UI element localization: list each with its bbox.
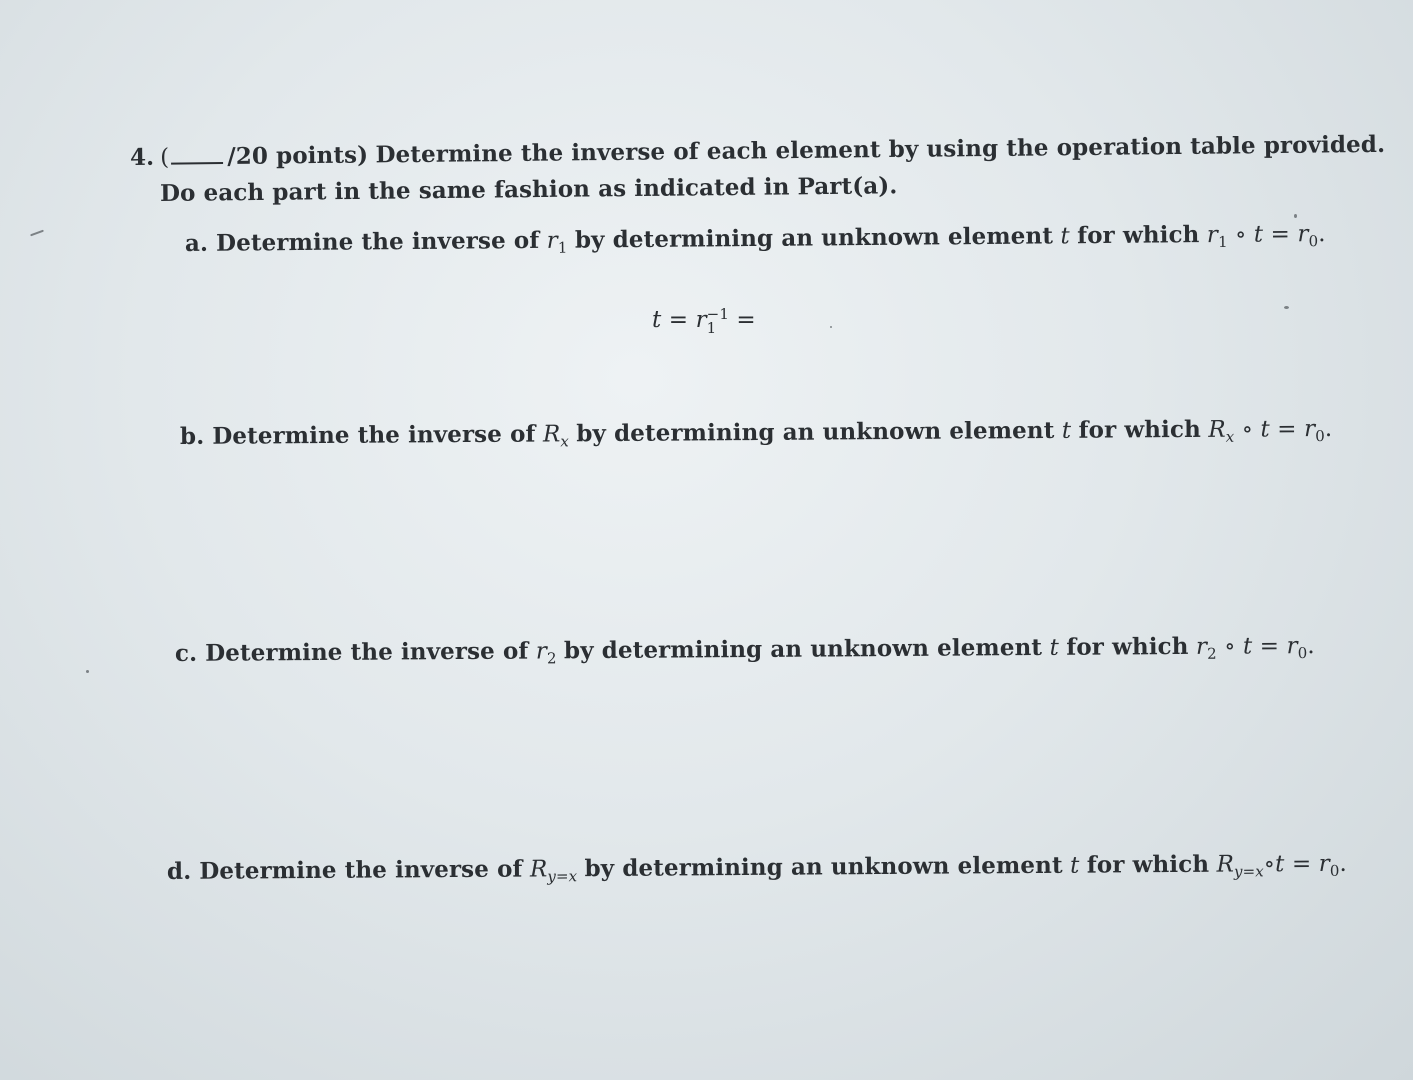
part-d-equals: = [1291,851,1312,878]
part-d-element: R [529,856,548,883]
inverse-formula [652,307,756,335]
part-a-eq-t: t [1253,221,1264,248]
part-a-eq-lhs: r [1206,221,1219,249]
paper-speck [830,326,832,328]
part-c-element: r [535,638,548,665]
part-b-middle: by determining an unknown element [576,416,1055,448]
question-number: 4. [129,143,155,171]
formula-subsup [707,307,729,335]
part-a-element-sub: 1 [557,238,568,257]
paper-speck [1294,214,1297,218]
question-instruction: Do each part in the same fashion as indicated in Part(a). [159,172,898,207]
part-b-rhs: r [1303,416,1316,443]
part-d-var: t [1069,852,1080,879]
part-b-op: ∘ [1241,416,1254,443]
part-c-equals: = [1259,633,1280,660]
part-a-op: ∘ [1234,221,1247,248]
part-a [185,220,1326,260]
formula-eq2: = [736,307,756,333]
part-d-middle: by determining an unknown element [584,851,1063,883]
formula-sub: 1 [706,319,717,337]
part-a-end: . [1318,221,1326,248]
part-a-var: t [1060,223,1070,250]
part-d-eq-lhs-sub: y=x [1233,862,1264,881]
part-d-for-which: for which [1086,850,1210,879]
part-a-element: r [546,227,558,254]
part-d-element-sub: y=x [547,867,578,886]
part-c-eq-t: t [1242,633,1253,660]
part-c-for-which: for which [1066,632,1189,661]
part-b-eq-lhs: R [1208,416,1226,443]
part-b-rhs-sub: 0 [1315,427,1325,446]
part-b-eq-lhs-sub: x [1225,427,1235,446]
part-d-rhs-sub: 0 [1329,861,1340,880]
part-a-eq-lhs-sub: 1 [1217,232,1228,251]
part-c-eq-lhs: r [1195,633,1208,660]
part-a-label: a. [184,229,209,257]
paper-speck [30,230,44,237]
part-c [175,632,1315,670]
question-header [130,131,1385,171]
points-label: /20 points) [227,141,369,170]
part-a-for-which: for which [1077,221,1200,250]
question-title: Determine the inverse of each element by using the operation table provided. [375,130,1386,169]
part-c-op: ∘ [1224,633,1236,660]
part-b-for-which: for which [1078,415,1201,444]
part-d-end: . [1339,850,1347,877]
part-c-var: t [1049,634,1059,661]
part-b-end: . [1324,415,1333,443]
part-a-middle: by determining an unknown element [574,222,1054,254]
part-b-equals: = [1277,416,1297,443]
part-d-eq-lhs: R [1216,851,1235,878]
part-c-prefix: Determine the inverse of [205,637,529,667]
part-c-label: c. [174,639,198,667]
part-d-op: ∘ [1263,851,1276,878]
part-b-element-sub: x [560,432,569,451]
formula-t: t [652,307,662,333]
part-b-label: b. [179,422,205,450]
part-d-prefix: Determine the inverse of [199,855,523,885]
part-d-label: d. [166,857,192,885]
formula-eq: = [668,307,689,333]
part-a-rhs-sub: 0 [1308,232,1319,251]
part-b [180,415,1332,453]
formula-r: r [695,307,707,333]
part-d-eq-t: t [1275,851,1285,878]
part-b-element: R [542,421,561,448]
part-c-rhs: r [1286,633,1298,660]
part-c-end: . [1307,633,1315,660]
part-c-element-sub: 2 [546,649,557,668]
score-blank [171,144,223,165]
part-b-var: t [1061,417,1072,444]
part-b-prefix: Determine the inverse of [212,420,536,450]
part-a-rhs: r [1297,221,1309,248]
paper-speck [1284,306,1289,309]
open-paren: ( [160,144,170,171]
formula-sup: −1 [706,305,729,323]
part-c-eq-lhs-sub: 2 [1207,644,1217,663]
part-c-middle: by determining an unknown element [563,633,1043,665]
part-d-rhs: r [1318,850,1330,877]
part-c-rhs-sub: 0 [1297,644,1308,663]
part-d [167,850,1347,888]
part-a-equals: = [1270,221,1291,248]
part-a-prefix: Determine the inverse of [215,226,540,257]
part-b-eq-t: t [1260,416,1270,443]
paper-speck [86,670,89,673]
